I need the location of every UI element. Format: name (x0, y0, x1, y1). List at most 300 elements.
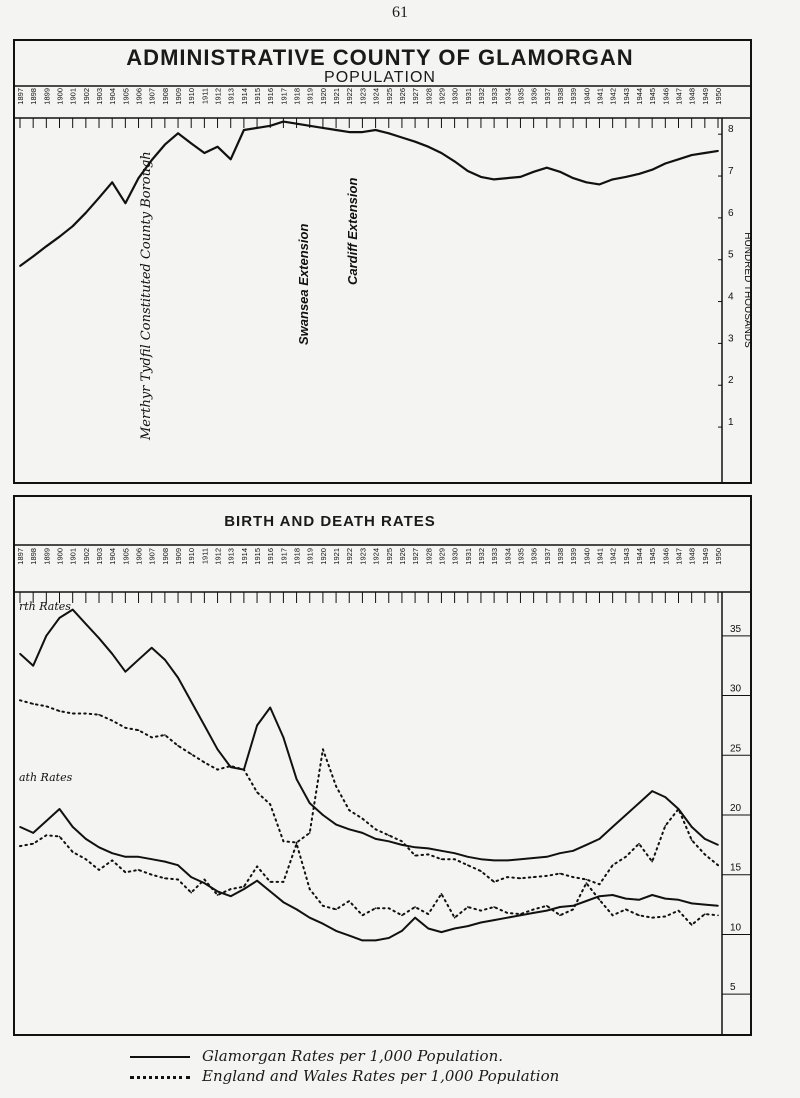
rates-year-label: 1926 (397, 548, 407, 565)
rates-series-3-point (125, 872, 127, 874)
rates-series-1-point (454, 858, 456, 860)
population-point (85, 212, 87, 214)
rates-series-0-point (388, 840, 390, 842)
population-year-label: 1946 (661, 88, 671, 105)
rates-year-label: 1943 (621, 548, 631, 565)
rates-series-2-point (348, 935, 350, 937)
population-year-label: 1933 (490, 88, 500, 105)
rates-series-2-point (612, 894, 614, 896)
population-year-label: 1926 (397, 88, 407, 105)
population-year-label: 1898 (29, 88, 39, 105)
population-year-label: 1897 (16, 88, 25, 105)
rates-series-3-point (256, 866, 258, 868)
population-year-label: 1930 (450, 88, 460, 105)
rates-year-label: 1934 (503, 548, 513, 565)
rates-series-3-point (586, 882, 588, 884)
rates-series-2-point (59, 808, 61, 810)
rates-series-0-point (691, 826, 693, 828)
population-point (362, 131, 364, 133)
rates-series-3-point (72, 851, 74, 853)
legend-dotted (130, 1067, 559, 1085)
population-point (243, 129, 245, 131)
rates-series-2-point (32, 832, 34, 834)
rates-year-label: 1929 (437, 548, 447, 565)
rates-series-3-point (335, 909, 337, 911)
population-year-label: 1948 (687, 88, 697, 105)
rates-series-3-point (111, 860, 113, 862)
population-point (441, 152, 443, 154)
rates-series-1-point (665, 825, 667, 827)
population-chart-title: ADMINISTRATIVE COUNTY OF GLAMORGAN (126, 45, 634, 70)
rates-series-0-point (441, 850, 443, 852)
rates-series-3-point (401, 915, 403, 917)
rates-series-2-point (717, 905, 719, 907)
rates-series-2-point (401, 930, 403, 932)
rates-series-3-point (217, 894, 219, 896)
population-year-label: 1949 (700, 88, 710, 105)
rates-series-1-point (638, 843, 640, 845)
rates-series-2-point (138, 856, 140, 858)
population-point (546, 167, 548, 169)
population-year-label: 1941 (595, 88, 605, 105)
rates-series-1-point (138, 729, 140, 731)
rates-series-3-point (625, 909, 627, 911)
rates-series-2-point (467, 925, 469, 927)
rates-series-3-point (283, 881, 285, 883)
population-year-label: 1925 (384, 88, 394, 105)
rates-year-label: 1913 (226, 548, 236, 565)
rates-series-3-point (454, 917, 456, 919)
rates-series-0-point (480, 858, 482, 860)
rates-series-1-point (164, 734, 166, 736)
population-y-tick-label: 3 (728, 333, 734, 345)
rates-year-label: 1940 (582, 548, 592, 565)
population-year-label: 1913 (226, 88, 236, 105)
rates-year-label: 1922 (345, 548, 355, 565)
population-year-label: 1919 (305, 88, 315, 105)
population-year-label: 1910 (187, 88, 197, 105)
rates-series-3-point (322, 905, 324, 907)
rates-series-1-point (230, 765, 232, 767)
rates-y-tick-label: 5 (730, 982, 736, 994)
rates-series-3-point (164, 878, 166, 880)
population-year-label: 1901 (68, 88, 78, 105)
rates-series-0-point (217, 749, 219, 751)
rates-series-0-point (638, 802, 640, 804)
rates-series-2-point (546, 910, 548, 912)
rates-series-3-point (717, 915, 719, 917)
population-point (599, 183, 601, 185)
rates-series-0-point (375, 838, 377, 840)
rates-series-2-point (388, 937, 390, 939)
rates-year-label: 1944 (634, 548, 644, 565)
population-point (704, 152, 706, 154)
rates-series-1-point (717, 864, 719, 866)
rates-series-2-point (625, 898, 627, 900)
rates-series-2-point (190, 876, 192, 878)
population-point (164, 144, 166, 146)
rates-series-0-point (348, 829, 350, 831)
rates-series-3-point (388, 907, 390, 909)
population-point (217, 146, 219, 148)
population-year-label: 1899 (42, 88, 52, 105)
rates-year-label: 1948 (687, 548, 697, 565)
rates-year-label: 1937 (542, 548, 552, 565)
population-point (19, 265, 21, 267)
rates-year-label: 1898 (29, 548, 39, 565)
page-number: 61 (392, 4, 408, 21)
population-year-label: 1916 (266, 88, 276, 105)
rates-series-1-point (427, 854, 429, 856)
rates-series-3-point (546, 905, 548, 907)
population-line (20, 122, 718, 266)
rates-series-0-point (467, 856, 469, 858)
rates-series-3-point (19, 845, 21, 847)
rates-year-label: 1912 (213, 548, 223, 565)
rates-series-3-point (151, 874, 153, 876)
rates-year-label: 1945 (648, 548, 658, 565)
population-point (625, 176, 627, 178)
rates-year-label: 1916 (266, 548, 276, 565)
rates-series-1-point (612, 864, 614, 866)
population-year-label: 1928 (424, 88, 434, 105)
rates-series-2-point (533, 912, 535, 914)
population-point (124, 202, 126, 204)
population-point (506, 177, 508, 179)
population-year-label: 1911 (200, 88, 210, 105)
rates-series-1-point (520, 878, 522, 880)
rates-year-label: 1908 (160, 548, 170, 565)
population-y-tick-label: 8 (728, 124, 734, 136)
rates-series-3-point (506, 912, 508, 914)
rates-frame (14, 496, 751, 1035)
legend-solid-label: Glamorgan Rates per 1,000 Population. (202, 1047, 504, 1065)
population-point (177, 132, 179, 134)
rates-series-2-point (375, 940, 377, 942)
population-year-label: 1932 (476, 88, 486, 105)
rates-series-2-line (20, 809, 718, 940)
population-point (388, 132, 390, 134)
population-year-label: 1940 (582, 88, 592, 105)
rates-series-3-point (362, 915, 364, 917)
rates-series-2-point (599, 895, 601, 897)
rates-series-1-point (546, 875, 548, 877)
rates-year-label: 1906 (134, 548, 144, 565)
rates-series-1-point (533, 876, 535, 878)
population-year-label: 1920 (318, 88, 328, 105)
rates-series-0-point (401, 844, 403, 846)
rates-series-0-point (190, 701, 192, 703)
rates-series-0-point (546, 856, 548, 858)
rates-series-0-point (296, 778, 298, 780)
rates-series-1-point (586, 879, 588, 881)
rates-year-label: 1927 (411, 548, 421, 565)
death-rates-label: ath Rates (19, 771, 73, 784)
rates-series-2-point (72, 826, 74, 828)
rates-series-3-point (59, 836, 61, 838)
rates-series-2-point (204, 882, 206, 884)
rates-series-0-point (362, 832, 364, 834)
rates-series-2-point (111, 852, 113, 854)
population-frame (14, 40, 751, 483)
rates-series-2-point (269, 891, 271, 893)
rates-series-1-point (691, 839, 693, 841)
rates-series-0-point (59, 617, 61, 619)
rates-series-2-point (678, 899, 680, 901)
rates-series-3-point (704, 913, 706, 915)
population-point (296, 123, 298, 125)
rates-series-0-point (572, 850, 574, 852)
population-point (559, 171, 561, 173)
rates-series-1-point (243, 769, 245, 771)
rates-series-2-point (454, 928, 456, 930)
rates-series-3-point (665, 916, 667, 918)
population-y-tick-label: 6 (728, 207, 734, 219)
rates-year-label: 1921 (332, 548, 342, 565)
rates-series-3-point (204, 879, 206, 881)
population-year-label: 1912 (213, 88, 223, 105)
rates-series-1-point (335, 786, 337, 788)
rates-year-label: 1933 (490, 548, 500, 565)
population-point (230, 158, 232, 160)
rates-y-tick-label: 15 (730, 862, 742, 874)
population-year-label: 1921 (332, 88, 342, 105)
rates-series-1-point (111, 720, 113, 722)
population-year-label: 1915 (253, 88, 263, 105)
rates-series-1-point (59, 710, 61, 712)
rates-series-3-point (269, 881, 271, 883)
rates-series-3-point (427, 913, 429, 915)
rates-series-0-point (204, 725, 206, 727)
annotation-swansea: Swansea Extension (296, 223, 311, 345)
rates-year-label: 1925 (384, 548, 394, 565)
rates-series-0-point (506, 860, 508, 862)
rates-series-2-point (335, 930, 337, 932)
population-y-tick-label: 1 (728, 417, 734, 429)
population-point (520, 176, 522, 178)
population-year-label: 1934 (503, 88, 513, 105)
population-point (335, 129, 337, 131)
population-point (190, 142, 192, 144)
rates-series-0-point (704, 838, 706, 840)
population-point (45, 245, 47, 247)
rates-series-1-point (190, 753, 192, 755)
population-year-label: 1929 (437, 88, 447, 105)
rates-year-label: 1930 (450, 548, 460, 565)
rates-series-1-point (362, 818, 364, 820)
rates-series-0-point (586, 844, 588, 846)
population-year-label: 1922 (345, 88, 355, 105)
rates-series-2-point (151, 858, 153, 860)
rates-series-3-line (20, 835, 718, 925)
rates-series-2-point (651, 894, 653, 896)
rates-series-1-point (32, 703, 34, 705)
population-y-tick-label: 5 (728, 249, 734, 261)
rates-series-1-point (322, 749, 324, 751)
rates-series-0-point (717, 844, 719, 846)
population-point (322, 127, 324, 129)
rates-series-3-point (243, 886, 245, 888)
rates-series-0-point (177, 677, 179, 679)
rates-series-0-point (625, 814, 627, 816)
rates-series-1-point (283, 840, 285, 842)
rates-year-label: 1909 (174, 548, 184, 565)
population-point (256, 127, 258, 129)
population-year-label: 1902 (81, 88, 91, 105)
rates-series-1-point (151, 737, 153, 739)
rates-year-label: 1942 (608, 548, 618, 565)
rates-series-3-point (177, 879, 179, 881)
population-point (59, 236, 61, 238)
population-point (203, 152, 205, 154)
population-point (454, 160, 456, 162)
rates-series-3-point (296, 843, 298, 845)
rates-chart-title: BIRTH AND DEATH RATES (224, 513, 436, 530)
rates-year-label: 1924 (371, 548, 381, 565)
rates-series-1-point (125, 727, 127, 729)
population-point (414, 141, 416, 143)
rates-series-1-point (493, 881, 495, 883)
population-year-label: 1927 (411, 88, 421, 105)
population-point (664, 163, 666, 165)
rates-series-1-point (506, 876, 508, 878)
population-year-label: 1935 (516, 88, 526, 105)
population-point (612, 178, 614, 180)
rates-series-0-point (32, 665, 34, 667)
rates-series-0-point (309, 802, 311, 804)
rates-series-0-point (559, 852, 561, 854)
rates-series-2-point (559, 906, 561, 908)
rates-series-0-point (533, 857, 535, 859)
rates-series-1-point (704, 854, 706, 856)
rates-series-2-point (665, 898, 667, 900)
rates-series-1-point (625, 856, 627, 858)
rates-series-2-point (177, 864, 179, 866)
rates-series-1-point (309, 832, 311, 834)
rates-series-3-point (85, 858, 87, 860)
population-year-label: 1904 (108, 88, 118, 105)
rates-series-0-point (665, 796, 667, 798)
rates-series-1-point (348, 809, 350, 811)
rates-series-3-point (348, 900, 350, 902)
population-y-axis-label: HUNDRED THOUSANDS (742, 232, 753, 348)
rates-year-label: 1931 (463, 548, 473, 565)
rates-series-2-point (414, 917, 416, 919)
rates-year-label: 1919 (305, 548, 315, 565)
rates-series-0-point (493, 860, 495, 862)
rates-year-label: 1902 (81, 548, 91, 565)
rates-series-2-point (441, 931, 443, 933)
rates-year-label: 1903 (95, 548, 105, 565)
population-year-label: 1937 (542, 88, 552, 105)
population-y-tick-label: 2 (728, 375, 734, 387)
rates-series-0-point (335, 824, 337, 826)
legend-solid-swatch (130, 1056, 190, 1058)
rates-series-1-point (98, 714, 100, 716)
rates-series-3-point (375, 907, 377, 909)
population-year-label: 1905 (121, 88, 131, 105)
rates-year-label: 1923 (358, 548, 368, 565)
population-year-label: 1950 (714, 88, 723, 105)
rates-series-0-point (85, 623, 87, 625)
rates-year-label: 1918 (292, 548, 302, 565)
population-year-label: 1909 (174, 88, 184, 105)
population-point (269, 125, 271, 127)
rates-series-0-point (256, 725, 258, 727)
rates-series-2-point (98, 846, 100, 848)
legend-solid (130, 1047, 503, 1065)
rates-series-2-point (217, 891, 219, 893)
rates-year-label: 1936 (529, 548, 539, 565)
rates-series-0-point (520, 858, 522, 860)
population-y-tick-label: 7 (728, 166, 734, 178)
rates-series-2-point (572, 905, 574, 907)
population-point (98, 197, 100, 199)
rates-series-3-point (480, 910, 482, 912)
population-year-label: 1914 (239, 87, 249, 105)
population-year-label: 1944 (634, 88, 644, 105)
rates-series-3-point (190, 892, 192, 894)
rates-year-label: 1904 (108, 548, 118, 565)
rates-y-tick-label: 10 (730, 922, 742, 934)
rates-series-3-point (138, 869, 140, 871)
rates-series-3-point (572, 909, 574, 911)
population-point (691, 154, 693, 156)
rates-series-3-point (691, 924, 693, 926)
population-year-label: 1939 (569, 88, 579, 105)
birth-rates-label: rth Rates (19, 600, 71, 613)
rates-series-2-point (283, 901, 285, 903)
rates-series-3-point (46, 835, 48, 837)
rates-series-3-point (98, 869, 100, 871)
rates-series-1-point (467, 864, 469, 866)
rates-series-1-point (217, 769, 219, 771)
population-point (493, 178, 495, 180)
rates-series-2-point (322, 923, 324, 925)
rates-series-0-point (269, 707, 271, 709)
rates-series-2-point (309, 917, 311, 919)
rates-series-2-point (704, 904, 706, 906)
rates-series-2-point (427, 928, 429, 930)
rates-series-0-point (427, 848, 429, 850)
population-year-label: 1943 (621, 88, 631, 105)
rates-series-0-point (111, 653, 113, 655)
population-year-label: 1924 (371, 88, 381, 105)
rates-series-0-point (72, 609, 74, 611)
rates-series-2-point (243, 888, 245, 890)
rates-series-0-point (164, 659, 166, 661)
legend-dotted-label: England and Wales Rates per 1,000 Population (202, 1067, 560, 1085)
rates-series-3-point (533, 909, 535, 911)
annotation-cardiff: Cardiff Extension (345, 177, 360, 285)
rates-series-0-point (19, 653, 21, 655)
population-point (638, 173, 640, 175)
population-year-label: 1903 (95, 88, 105, 105)
population-point (678, 158, 680, 160)
rates-series-0-point (98, 637, 100, 639)
rates-series-0-point (322, 814, 324, 816)
rates-series-2-point (125, 856, 127, 858)
rates-series-1-point (572, 876, 574, 878)
rates-series-3-point (520, 913, 522, 915)
population-point (427, 146, 429, 148)
rates-series-1-point (177, 745, 179, 747)
rates-year-label: 1917 (279, 548, 289, 565)
rates-year-label: 1907 (147, 548, 157, 565)
rates-year-label: 1897 (16, 548, 25, 565)
rates-series-3-point (32, 843, 34, 845)
population-point (572, 177, 574, 179)
